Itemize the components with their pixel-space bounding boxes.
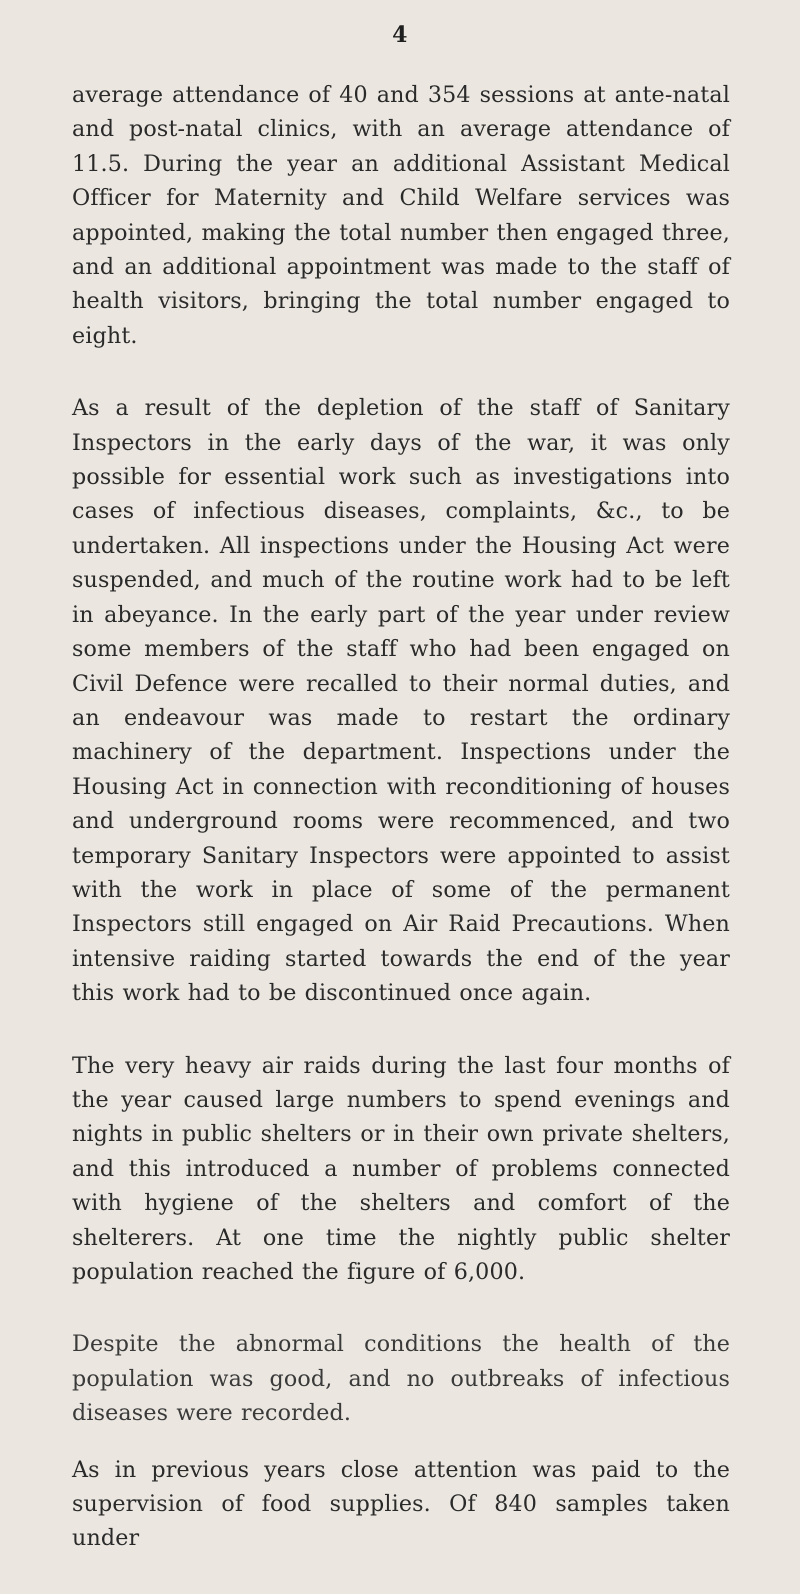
paragraph-food-supplies: As in previous years close attention was paid to the supervision of food supplies. Of 840 samples taken under [72, 1456, 730, 1552]
paragraph-clinics-staffing: average attendance of 40 and 354 sessions at ante-natal and post-natal clinics, with an average attendance of 11.5. During the year an additional Assistant Medical Officer for Maternity and Child Welfare services was appointed, making the total number then engaged three, and an additional appointment was made to the staff of health visitors, bringing the total number engaged to eight. [72, 82, 730, 349]
paragraph-sanitary-inspectors: As a result of the depletion of the staff of Sanitary Inspectors in the early days of the war, it was only possible for essential work such as investigations into cases of infectious diseases, complaints, &c., to be undertaken. All inspections under the Housing Act were suspended, and much of the routine work had to be left in abeyance. In the early part of the year under review some members of the staff who had been engaged on Civil Defence were recalled to their normal duties, and an endeavour was made to restart the ordinary machinery of the department. Inspections under the Housing Act in connection with reconditioning of houses and underground rooms were recommenced, and two temporary Sanitary Inspectors were appointed to assist with the work in place of some of the permanent Inspectors still engaged on Air Raid Precautions. When intensive raiding started towards the end of the year this work had to be discontinued once again. [72, 395, 730, 1007]
paragraph-population-health: Despite the abnormal conditions the health of the population was good, and no outbreaks of infectious diseases were recorded. [72, 1331, 730, 1427]
page-number: 4 [392, 22, 408, 48]
paragraph-air-raid-shelters: The very heavy air raids during the last four months of the year caused large numbers to spend evenings and nights in public shelters or in their own private shelters, and this introduced a number of problems connected with hygiene of the shelters and comfort of the shelterers. At one time the nightly public shelter population reached the figure of 6,000. [72, 1052, 730, 1285]
body-text [72, 78, 730, 1594]
